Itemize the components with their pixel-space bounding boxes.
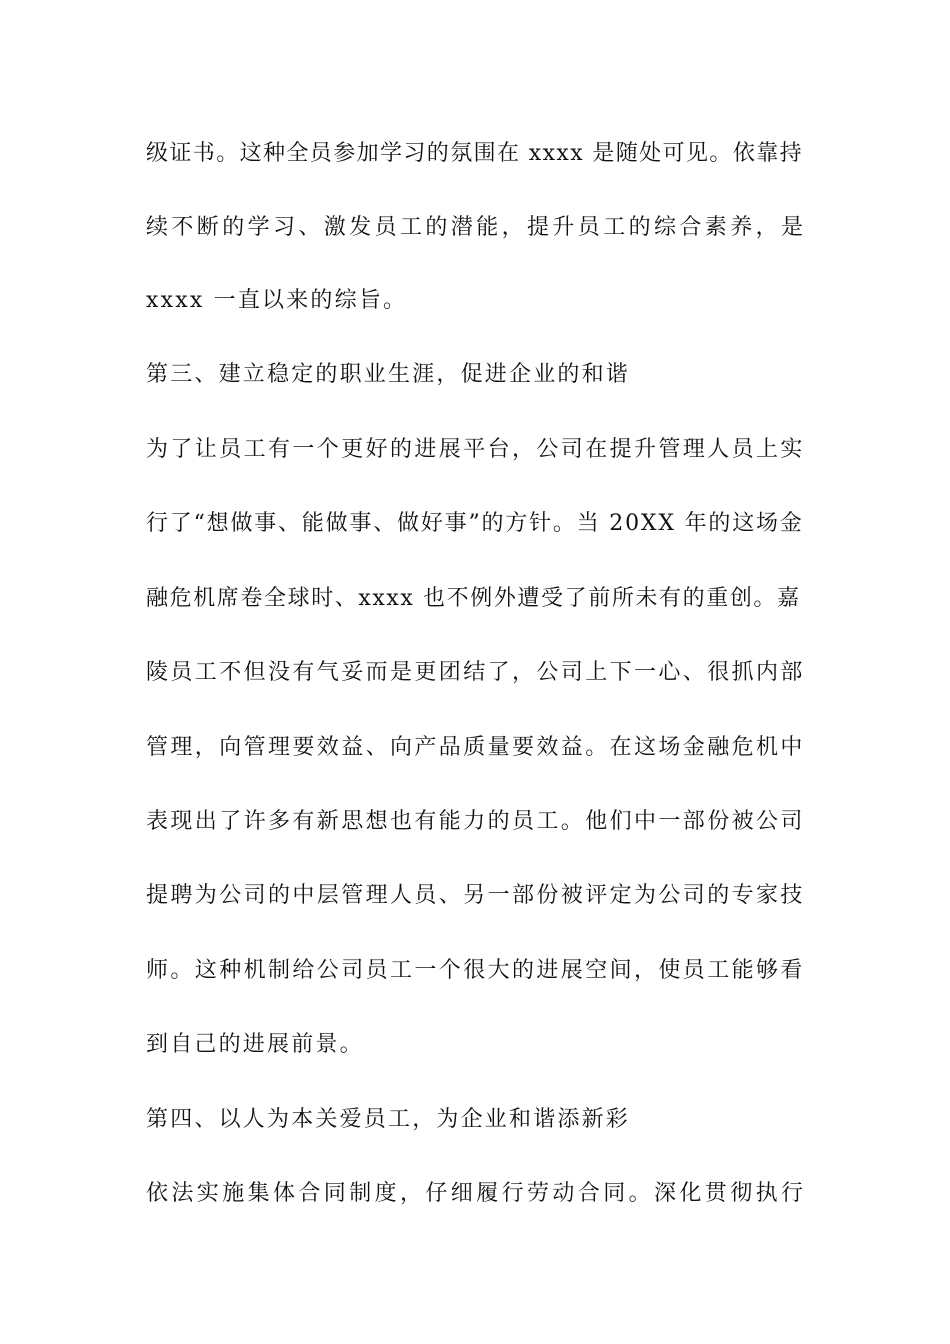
paragraph-line: 续不断的学习、激发员工的潜能，提升员工的综合素养，是 <box>146 215 807 240</box>
paragraph-line: 级证书。这种全员参加学习的氛围在 xxxx 是随处可见。依靠持 <box>146 141 804 166</box>
paragraph-line: 为了让员工有一个更好的进展平台，公司在提升管理人员上实 <box>146 437 805 462</box>
paragraph-line: 师。这种机制给公司员工一个很大的进展空间，使员工能够看 <box>146 958 805 983</box>
paragraph-line: 到自己的进展前景。 <box>146 1032 364 1057</box>
section-heading: 第四、以人为本关爱员工，为企业和谐添新彩 <box>146 1107 631 1132</box>
paragraph-line: 提聘为公司的中层管理人员、另一部份被评定为公司的专家技 <box>146 883 805 908</box>
paragraph-line: 融危机席卷全球时、xxxx 也不例外遭受了前所未有的重创。嘉 <box>146 586 801 611</box>
section-heading: 第三、建立稳定的职业生涯，促进企业的和谐 <box>146 362 631 387</box>
paragraph-line: 管理，向管理要效益、向产品质量要效益。在这场金融危机中 <box>146 735 805 760</box>
paragraph-line: 依法实施集体合同制度，仔细履行劳动合同。深化贯彻执行 <box>146 1181 807 1206</box>
paragraph-line: 表现出了许多有新思想也有能力的员工。他们中一部份被公司 <box>146 809 805 834</box>
paragraph-line: xxxx 一直以来的综旨。 <box>146 288 408 313</box>
paragraph-line: 行了“想做事、能做事、做好事”的方针。当 20XX 年的这场金 <box>146 511 804 536</box>
paragraph-line: 陵员工不但没有气妥而是更团结了，公司上下一心、很抓内部 <box>146 660 805 685</box>
